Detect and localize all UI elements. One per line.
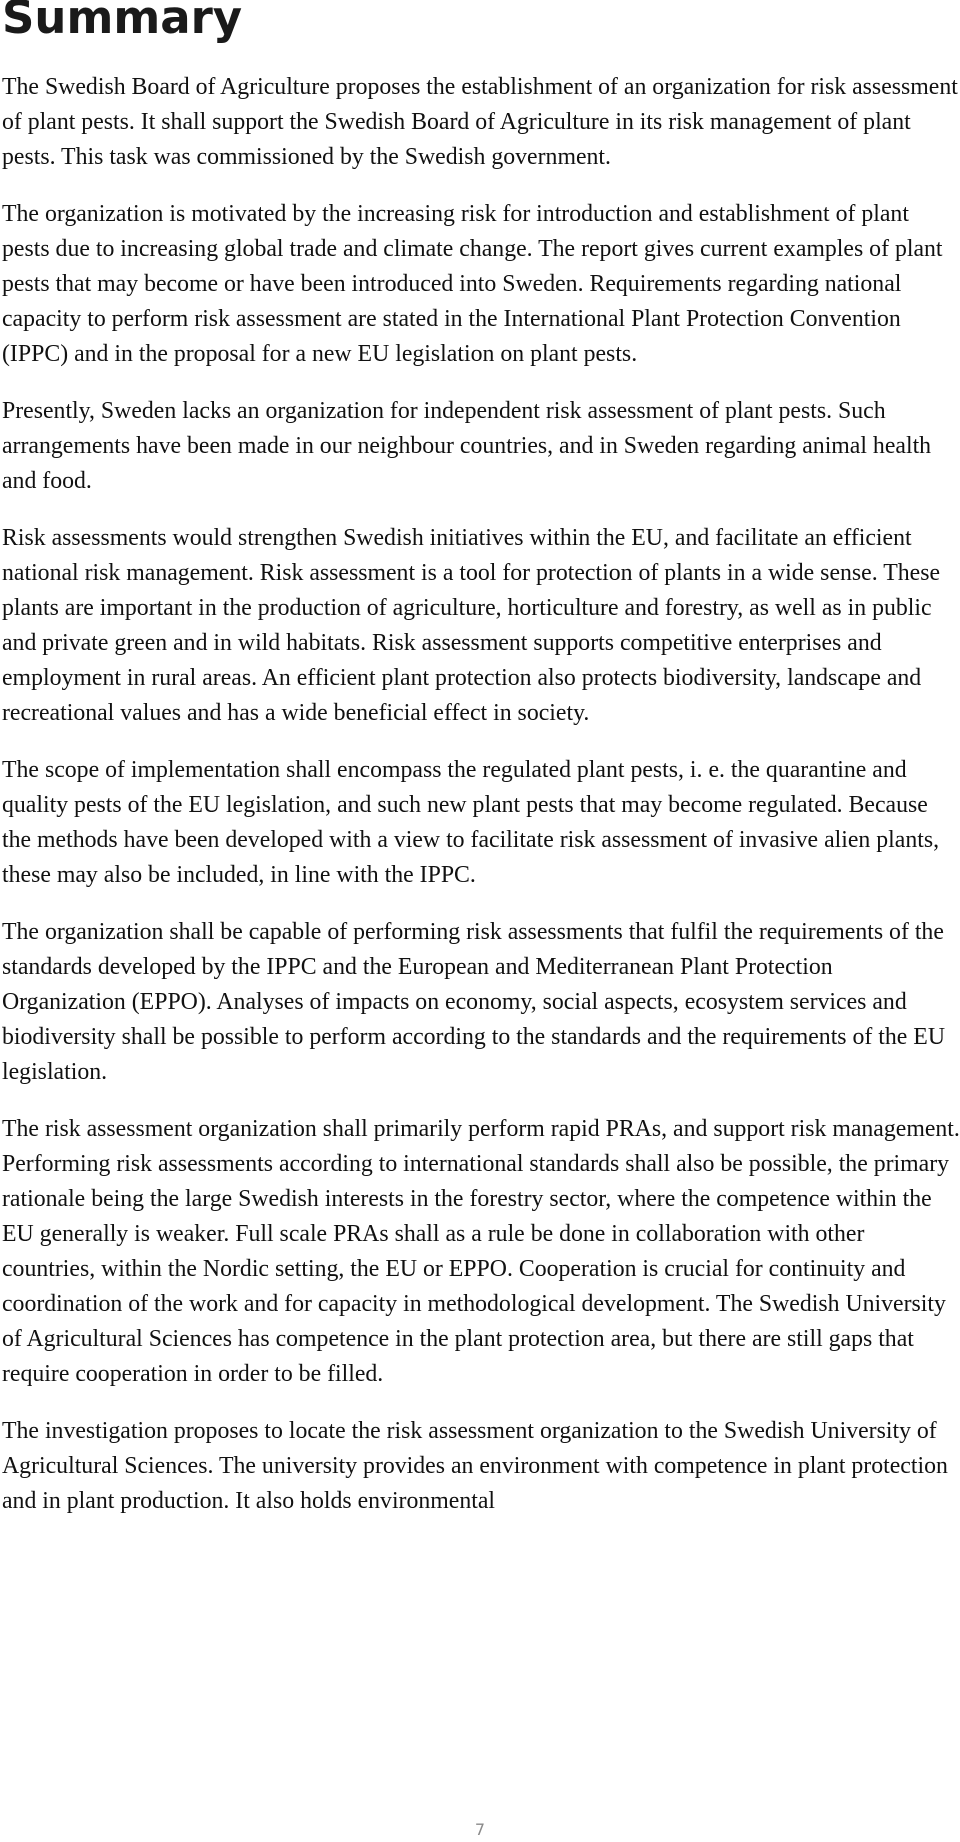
paragraph-5: The scope of implementation shall encompass the regulated plant pests, i. e. the quarantine and quality pests of the EU legislation, and such new plant pests that may become regulated. Because the methods have been developed with a view to facilitate risk assessment of invasive alien plants, these may also be included, in line with the IPPC.: [2, 757, 940, 888]
paragraph-2: The organization is motivated by the increasing risk for introduction and establishment of plant pests due to increasing global trade and climate change. The report gives current examples of plant pests that may become or have been introduced into Sweden. Requirements regarding national capacity to perform risk assessment are stated in the International Plant Protection Convention (IPPC) and in the proposal for a new EU legislation on plant pests.: [2, 201, 943, 367]
paragraph-8: The investigation proposes to locate the risk assessment organization to the Swedish University of Agricultural Sciences. The university provides an environment with competence in plant protection and in plant production. It also holds environmental: [2, 1418, 948, 1514]
body-text: [2, 70, 960, 1541]
paragraph-4: Risk assessments would strengthen Swedish initiatives within the EU, and facilitate an efficient national risk management. Risk assessment is a tool for protection of plants in a wide sense. These plants are important in the production of agriculture, horticulture and forestry, as well as in public and private green and in wild habitats. Risk assessment supports competitive enterprises and employment in rural areas. An efficient plant protection also protects biodiversity, landscape and recreational values and has a wide beneficial effect in society.: [2, 525, 941, 726]
page-number: 7: [474, 1820, 486, 1839]
paragraph-1: The Swedish Board of Agriculture proposes the establishment of an organization for risk assessment of plant pests. It shall support the Swedish Board of Agriculture in its risk management of plant pests. This task was commissioned by the Swedish government.: [2, 74, 958, 170]
paragraph-3: Presently, Sweden lacks an organization for independent risk assessment of plant pests. Such arrangements have been made in our neighbour countries, and in Sweden regarding animal health and food.: [2, 398, 932, 494]
paragraph-7: The risk assessment organization shall primarily perform rapid PRAs, and support risk management. Performing risk assessments according to international standards shall also be possible, the primary rationale being the large Swedish interests in the forestry sector, where the competence within the EU generally is weaker. Full scale PRAs shall as a rule be done in collaboration with other countries, within the Nordic setting, the EU or EPPO. Cooperation is crucial for continuity and coordination of the work and for capacity in methodological development. The Swedish University of Agricultural Sciences has competence in the plant protection area, but there are still gaps that require cooperation in order to be filled.: [2, 1116, 960, 1387]
page-title: Summary: [2, 0, 243, 44]
paragraph-6: The organization shall be capable of performing risk assessments that fulfil the requirements of the standards developed by the IPPC and the European and Mediterranean Plant Protection Organization (EPPO). Analyses of impacts on economy, social aspects, ecosystem services and biodiversity shall be possible to perform according to the standards and the requirements of the EU legislation.: [2, 919, 946, 1085]
